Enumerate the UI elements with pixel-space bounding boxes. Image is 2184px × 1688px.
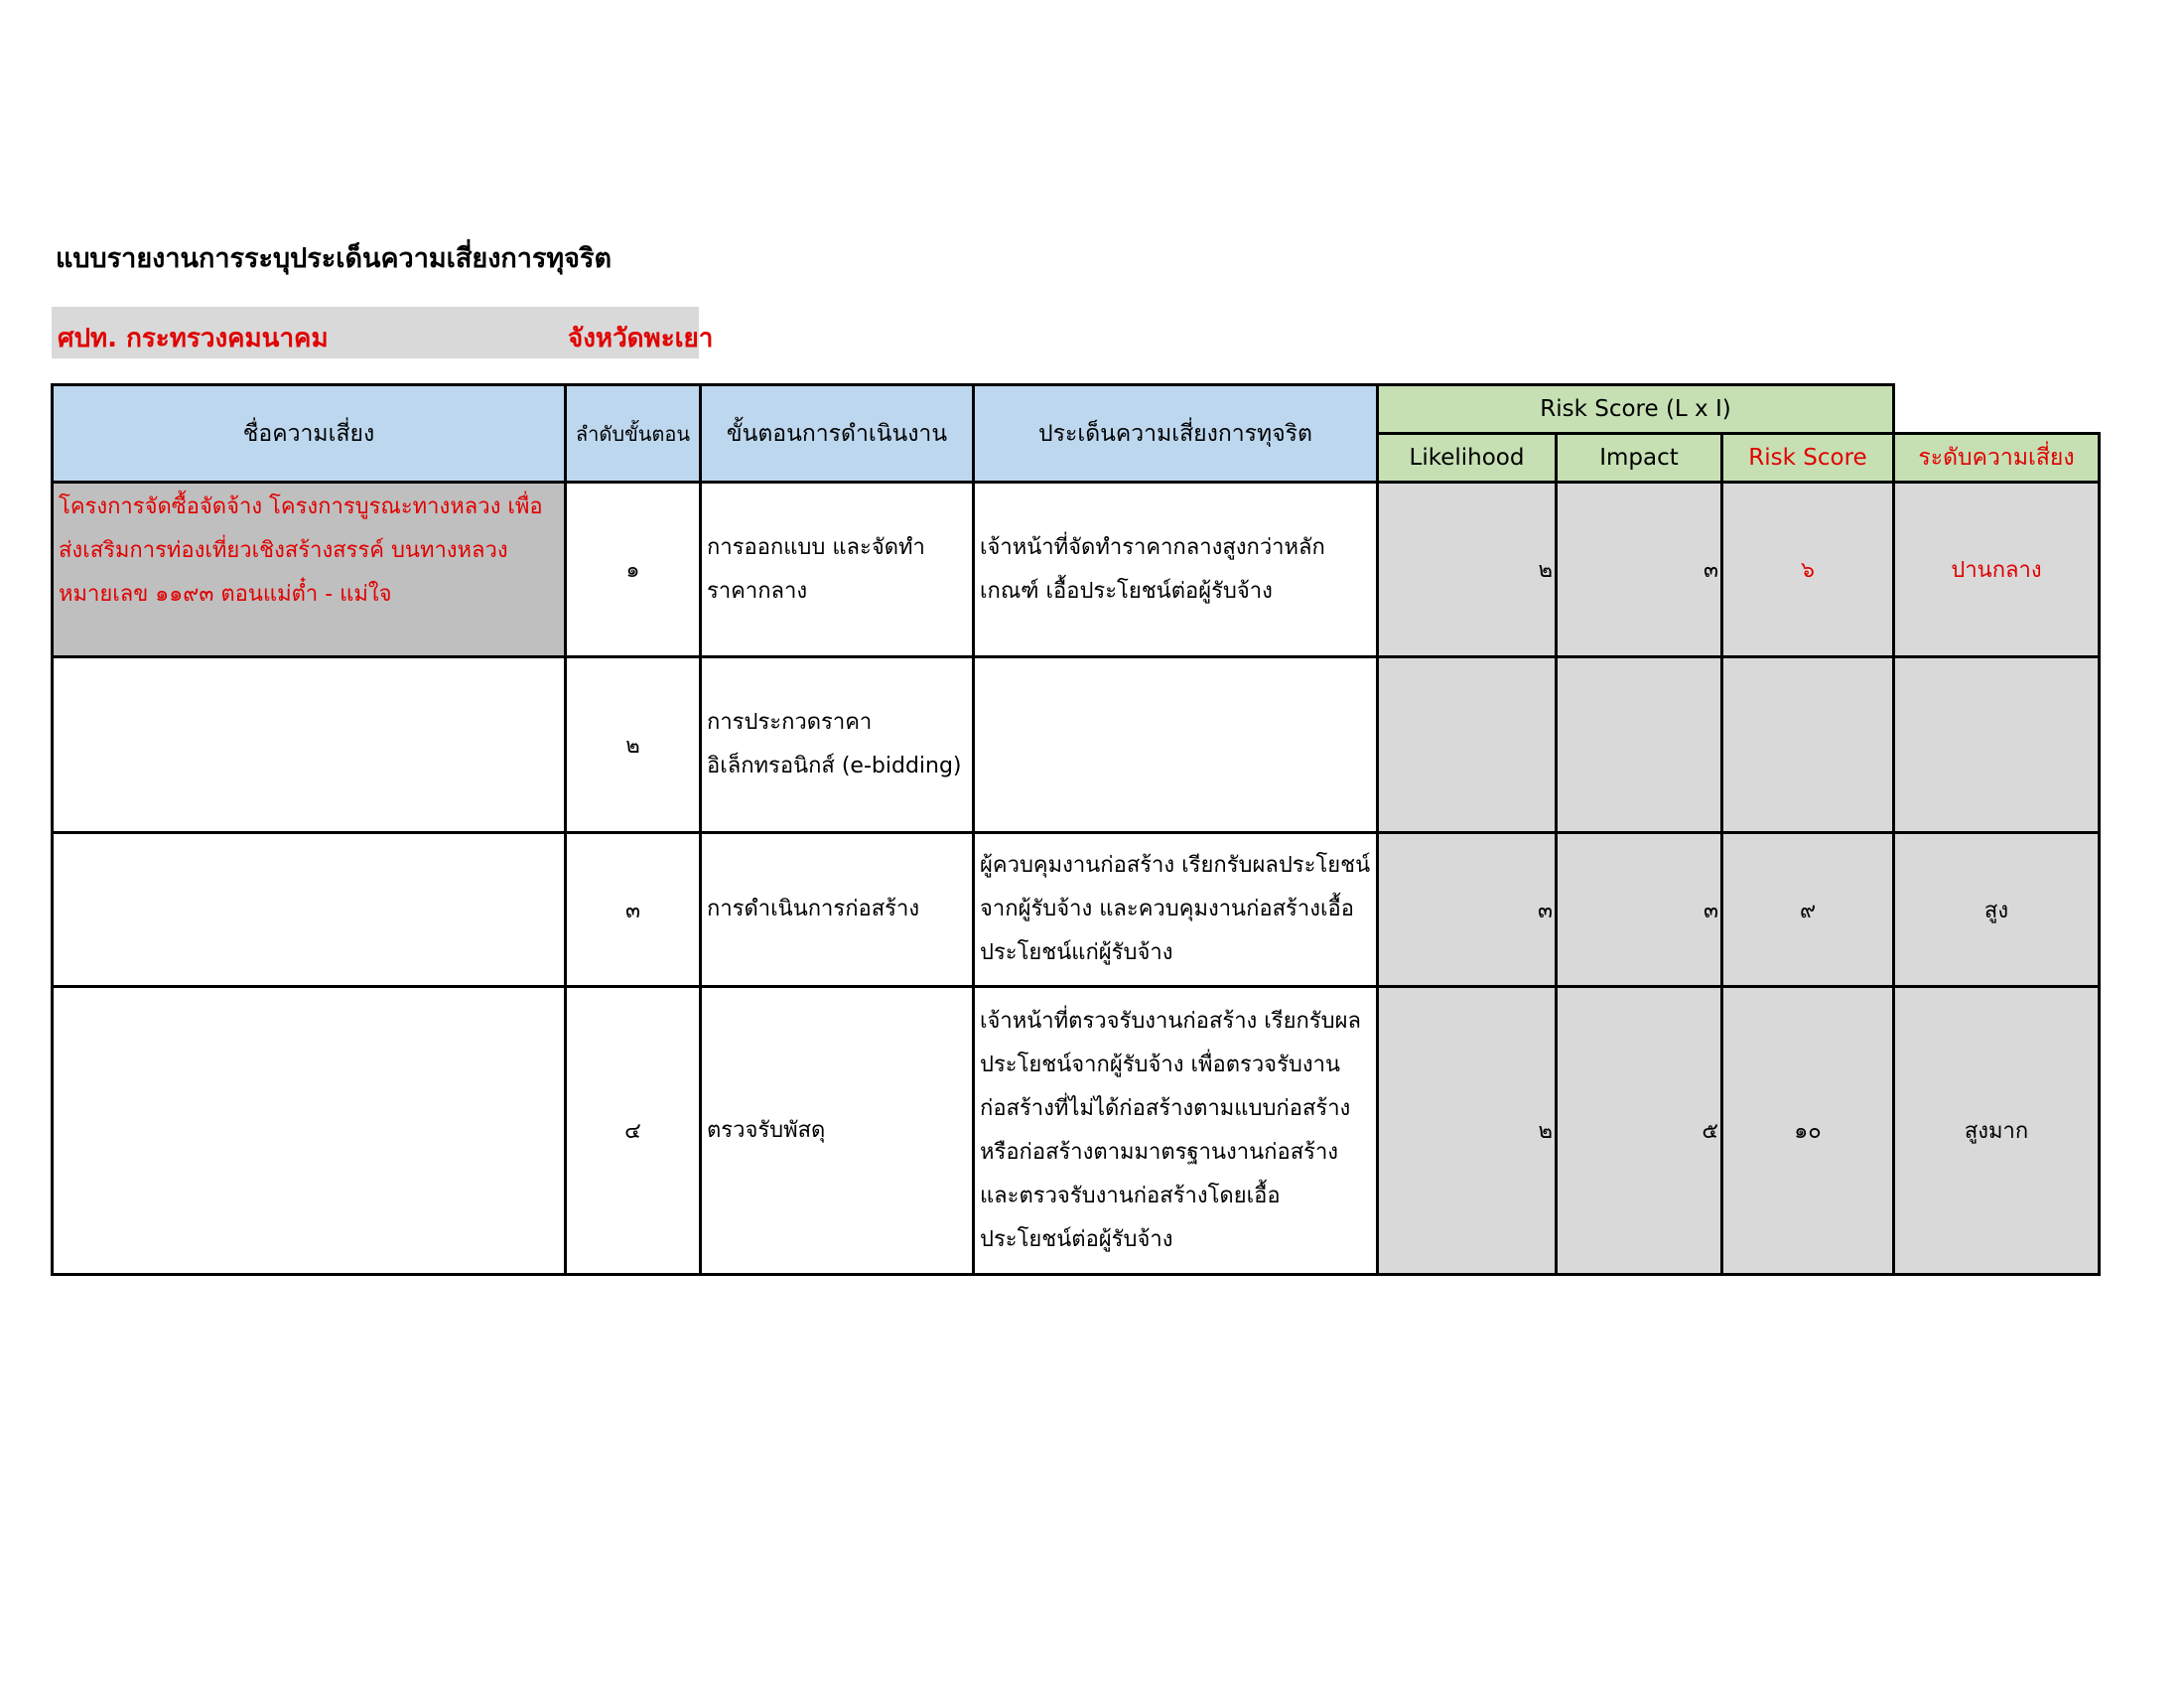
header-spacer (1894, 385, 2100, 434)
header-step-no: ลำดับขั้นตอน (566, 385, 701, 483)
risk-table (51, 383, 2101, 1276)
risk-issue: ผู้ควบคุมงานก่อสร้าง เรียกรับผลประโยชน์จากผู้รับจ้าง และควบคุมงานก่อสร้างเอื้อประโยชน์แก่ผู้รับจ้าง (974, 833, 1378, 987)
step-no: ๓ (566, 833, 701, 987)
likelihood-value: ๒ (1378, 987, 1557, 1275)
header-risk-score-group: Risk Score (L x I) (1378, 385, 1894, 434)
table-row (53, 483, 2100, 657)
risk-level-value: สูงมาก (1894, 987, 2100, 1275)
likelihood-value (1378, 657, 1557, 833)
likelihood-value: ๓ (1378, 833, 1557, 987)
impact-value: ๓ (1557, 483, 1722, 657)
risk-level-value (1894, 657, 2100, 833)
table-row (53, 833, 2100, 987)
header-risk-score: Risk Score (1722, 434, 1894, 483)
risk-score-value: ๖ (1722, 483, 1894, 657)
step-name: การดำเนินการก่อสร้าง (701, 833, 974, 987)
risk-score-value: ๙ (1722, 833, 1894, 987)
header-risk-level: ระดับความเสี่ยง (1894, 434, 2100, 483)
risk-score-value (1722, 657, 1894, 833)
header-impact: Impact (1557, 434, 1722, 483)
risk-level-value: ปานกลาง (1894, 483, 2100, 657)
risk-name-cell (53, 987, 566, 1275)
risk-level-value: สูง (1894, 833, 2100, 987)
likelihood-value: ๒ (1378, 483, 1557, 657)
step-name: การประกวดราคาอิเล็กทรอนิกส์ (e-bidding) (701, 657, 974, 833)
impact-value: ๓ (1557, 833, 1722, 987)
impact-value: ๕ (1557, 987, 1722, 1275)
table-row (53, 657, 2100, 833)
step-no: ๔ (566, 987, 701, 1275)
step-no: ๒ (566, 657, 701, 833)
risk-name-cell: โครงการจัดซื้อจัดจ้าง โครงการบูรณะทางหลวง เพื่อส่งเสริมการท่องเที่ยวเชิงสร้างสรรค์ บนทางหลวงหมายเลข ๑๑๙๓ ตอนแม่ต๋ำ - แม่ใจ (53, 483, 566, 657)
step-name: ตรวจรับพัสดุ (701, 987, 974, 1275)
organization-name: ศปท. กระทรวงคมนาคม (58, 324, 329, 353)
step-no: ๑ (566, 483, 701, 657)
risk-issue (974, 657, 1378, 833)
table-row (53, 987, 2100, 1275)
risk-score-value: ๑๐ (1722, 987, 1894, 1275)
report-title: แบบรายงานการระบุประเด็นความเสี่ยงการทุจริต (56, 243, 613, 274)
risk-issue: เจ้าหน้าที่ตรวจรับงานก่อสร้าง เรียกรับผลประโยชน์จากผู้รับจ้าง เพื่อตรวจรับงานก่อสร้างที่ไม่ได้ก่อสร้างตามแบบก่อสร้างหรือก่อสร้างตามมาตรฐานงานก่อสร้าง และตรวจรับงานก่อสร้างโดยเอื้อประโยชน์ต่อผู้รับจ้าง (974, 987, 1378, 1275)
header-risk-name: ชื่อความเสี่ยง (53, 385, 566, 483)
risk-name-cell (53, 833, 566, 987)
risk-name-cell (53, 657, 566, 833)
step-name: การออกแบบ และจัดทำราคากลาง (701, 483, 974, 657)
impact-value (1557, 657, 1722, 833)
risk-issue: เจ้าหน้าที่จัดทำราคากลางสูงกว่าหลักเกณฑ์ เอื้อประโยชน์ต่อผู้รับจ้าง (974, 483, 1378, 657)
header-issue: ประเด็นความเสี่ยงการทุจริต (974, 385, 1378, 483)
header-likelihood: Likelihood (1378, 434, 1557, 483)
province-name: จังหวัดพะเยา (568, 324, 714, 353)
header-step: ขั้นตอนการดำเนินงาน (701, 385, 974, 483)
